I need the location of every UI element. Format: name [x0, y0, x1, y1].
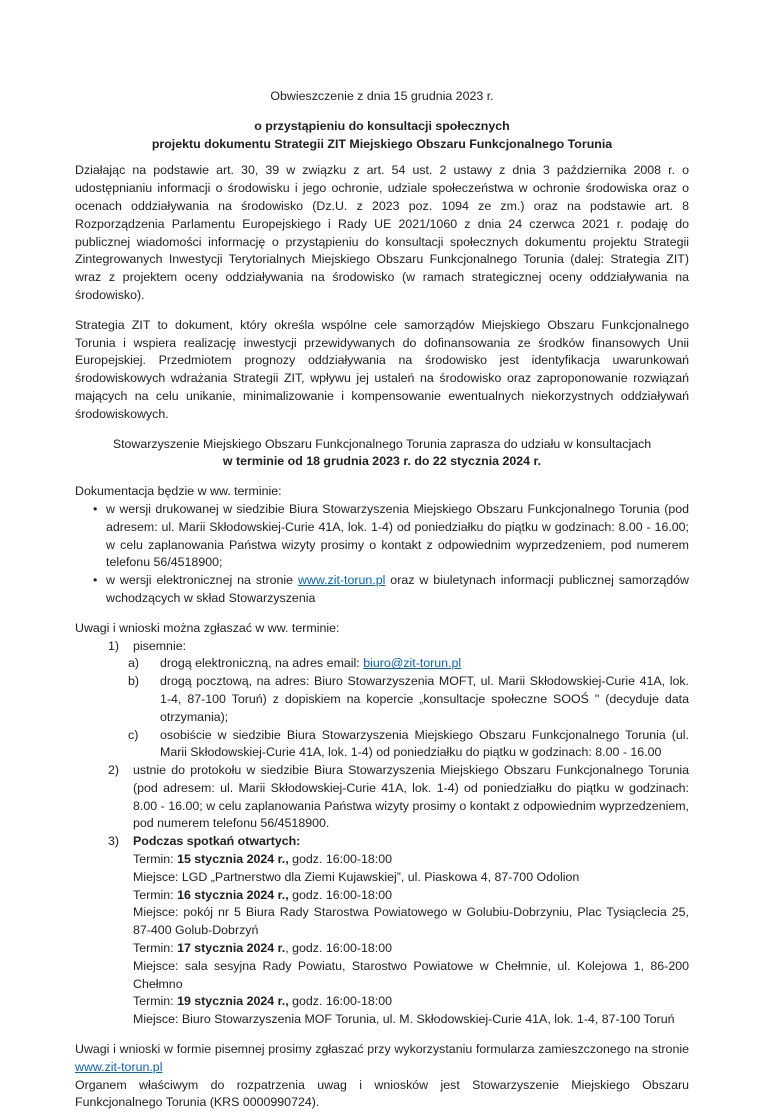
meeting-place: Miejsce: LGD „Partnerstwo dla Ziemi Kujawskiej”, ul. Piaskowa 4, 87-700 Odolion — [133, 869, 580, 884]
zit-torun-link[interactable]: www.zit-torun.pl — [297, 573, 386, 588]
bullet-marker: • — [93, 501, 98, 516]
meeting-entry — [133, 993, 689, 1029]
meeting-date-line — [133, 887, 689, 905]
meeting-date-line — [133, 940, 689, 958]
meeting-entry — [133, 851, 689, 887]
remarks-item-1c-text: osobiście w siedzibie Biura Stowarzyszenia Miejskiego Obszaru Funkcjonalnego Torunia (ul. Marii Skłodowskiej-Curie 41A, lok. 1-4) od poniedziałku do piątku w godzinach: 8.00 - 16.00 — [160, 727, 689, 760]
remarks-item-1a — [75, 655, 689, 673]
meetings-list — [133, 851, 689, 1029]
remarks-heading: Uwagi i wnioski można zgłaszać w ww. terminie: — [75, 620, 340, 635]
remarks-item-1a-text — [160, 655, 689, 673]
doc-subtitle-line-2: projektu dokumentu Strategii ZIT Miejskiego Obszaru Funkcjonalnego Torunia — [151, 136, 613, 151]
paragraph-legal-basis: Działając na podstawie art. 30, 39 w związku z art. 54 ust. 2 ustawy z dnia 3 października 2008 r. o udostępnianiu informacji o środowisku i jego ochronie, udziale społeczeństwa w ochronie środowiska oraz o ocenach oddziaływania na środowisko (Dz.U. z 2023 poz. 1094 ze zm.) oraz na podstawie art. 8 Rozporządzenia Parlamentu Europejskiego i Rady UE 2021/1060 z dnia 24 czerwca 2021 r. podaję do publicznej wiadomości informację o przystąpieniu do konsultacji społecznych dokumentu projektu Strategii Zintegrowanych Inwestycji Terytorialnych Miejskiego Obszaru Funkcjonalnego Torunia (dalej: Strategia ZIT) wraz z projektem oceny oddziaływania na środowisko (w ramach strategicznej oceny oddziaływania na środowisko). — [75, 163, 689, 302]
list-letter: b) — [128, 674, 140, 689]
email-prefix: drogą elektroniczną, na adres email: — [160, 656, 364, 671]
invitation-dates: w terminie od 18 grudnia 2023 r. do 22 stycznia 2024 r. — [222, 454, 542, 469]
meeting-time: godz. 16:00-18:00 — [288, 994, 393, 1009]
invitation-line: Stowarzyszenie Miejskiego Obszaru Funkcjonalnego Torunia zaprasza do udziału w konsultacjach — [112, 436, 652, 451]
closing-form-line: Uwagi i wnioski w formie pisemnej prosimy zgłaszać przy wykorzystaniu formularza zamieszczonego na stronie — [75, 1042, 689, 1057]
documentation-bullet-printed — [75, 501, 689, 572]
meeting-date: 17 stycznia 2024 r. — [177, 941, 286, 956]
documentation-bullet-electronic — [75, 572, 689, 608]
remarks-item-1-text: pisemnie: — [133, 638, 187, 653]
closing-link-line — [75, 1059, 689, 1077]
meeting-date-label: Termin: — [133, 887, 178, 902]
list-letter: c) — [128, 727, 139, 742]
meeting-date-label: Termin: — [133, 941, 178, 956]
meeting-time: godz. 16:00-18:00 — [288, 852, 393, 867]
documentation-bullet-electronic-text — [106, 572, 689, 608]
documentation-heading: Dokumentacja będzie w ww. terminie: — [75, 484, 282, 499]
meeting-date-label: Termin: — [133, 852, 178, 867]
meeting-place: Miejsce: Biuro Stowarzyszenia MOF Torunia, ul. M. Skłodowskiej-Curie 41A, lok. 1-4, 87-100 Toruń — [133, 1012, 675, 1027]
meeting-date-label: Termin: — [133, 994, 178, 1009]
meeting-date: 16 stycznia 2024 r., — [177, 887, 289, 902]
doc-title: Obwieszczenie z dnia 15 grudnia 2023 r. — [270, 89, 494, 103]
meeting-entry — [133, 887, 689, 940]
meeting-date: 19 stycznia 2024 r., — [177, 994, 289, 1009]
email-link[interactable]: biuro@zit-torun.pl — [363, 656, 462, 671]
bullet-marker: • — [93, 573, 98, 588]
list-number: 2) — [108, 763, 120, 778]
meeting-date: 15 stycznia 2024 r., — [177, 852, 289, 867]
meeting-date-line — [133, 851, 689, 869]
remarks-item-3-text: Podczas spotkań otwartych: — [133, 834, 301, 849]
documentation-bullet-printed-text: w wersji drukowanej w siedzibie Biura Stowarzyszenia Miejskiego Obszaru Funkcjonalnego Torunia (pod adresem: ul. Marii Skłodowskiej-Curie 41A, lok. 1-4) od poniedziałku do piątku w godzinach: 8.00 - 16.00; w celu zaplanowania Państwa wizyty prosimy o kontakt z odpowiednim wyprzedzeniem, pod numerem telefonu 56/4518900; — [106, 501, 689, 570]
remarks-item-3 — [75, 833, 689, 851]
remarks-item-1b-text: drogą pocztową, na adres: Biuro Stowarzyszenia MOFT, ul. Marii Skłodowskiej-Curie 41A, lok. 1-4, 87-100 Toruń) z dopiskiem na kopercie „konsultacje społeczne SOOŚ " (decyduje data otrzymania); — [160, 674, 689, 724]
paragraph-strategy-info: Strategia ZIT to dokument, który określa wspólne cele samorządów Miejskiego Obszaru Funkcjonalnego Torunia i wspiera realizację inwestycji przewidywanych do dofinansowania ze środków finansowych Unii Europejskiej. Przedmiotem prognozy oddziaływania na środowisko jest identyfikacja uwarunkowań środowiskowych wdrażania Strategii ZIT, wpływu jej ustaleń na środowisko oraz zaproponowanie rozwiązań mających na celu unikanie, minimalizowanie i kompensowanie ewentualnych niekorzystnych oddziaływań środowiskowych. — [75, 317, 689, 421]
bullet-electronic-prefix: w wersji elektronicznej na stronie — [106, 573, 298, 588]
meeting-time: godz. 16:00-18:00 — [288, 887, 393, 902]
doc-subtitle-line-1: o przystąpieniu do konsultacji społecznych — [254, 118, 510, 133]
remarks-item-2-text: ustnie do protokołu w siedzibie Biura Stowarzyszenia Miejskiego Obszaru Funkcjonalnego Torunia (pod adresem: ul. Marii Skłodowskiej-Curie 41A, lok. 1-4) od poniedziałku do piątku w godzinach: 8.00 - 16.00; w celu zaplanowania Państwa wizyty prosimy o kontakt z odpowiednim wyprzedzeniem, pod numerem telefonu 56/4518900. — [133, 763, 689, 831]
meeting-entry — [133, 940, 689, 993]
closing-organ-line: Organem właściwym do rozpatrzenia uwag i wniosków jest Stowarzyszenie Miejskiego Obszaru Funkcjonalnego Torunia (KRS 0000990724). — [75, 1077, 689, 1110]
remarks-item-1b — [75, 673, 689, 726]
list-letter: a) — [128, 656, 140, 671]
remarks-item-1 — [75, 638, 689, 656]
meeting-place: Miejsce: pokój nr 5 Biura Rady Starostwa Powiatowego w Golubiu-Dobrzyniu, Plac Tysiąclecia 25, 87-400 Golub-Dobrzyń — [133, 905, 689, 938]
meeting-place: Miejsce: sala sesyjna Rady Powiatu, Starostwo Powiatowe w Chełmnie, ul. Kolejowa 1, 86-200 Chełmno — [133, 958, 689, 991]
list-number: 3) — [108, 834, 120, 849]
remarks-item-1c — [75, 727, 689, 763]
remarks-item-2 — [75, 762, 689, 833]
meeting-date-line — [133, 993, 689, 1011]
list-number: 1) — [108, 638, 120, 653]
bullet-electronic-suffix: oraz w biuletynach informacji publicznej samorządów wchodzących w skład Stowarzyszenia — [106, 573, 689, 605]
meeting-time: , godz. 16:00-18:00 — [285, 941, 392, 956]
zit-torun-footer-link[interactable]: www.zit-torun.pl — [75, 1059, 163, 1074]
